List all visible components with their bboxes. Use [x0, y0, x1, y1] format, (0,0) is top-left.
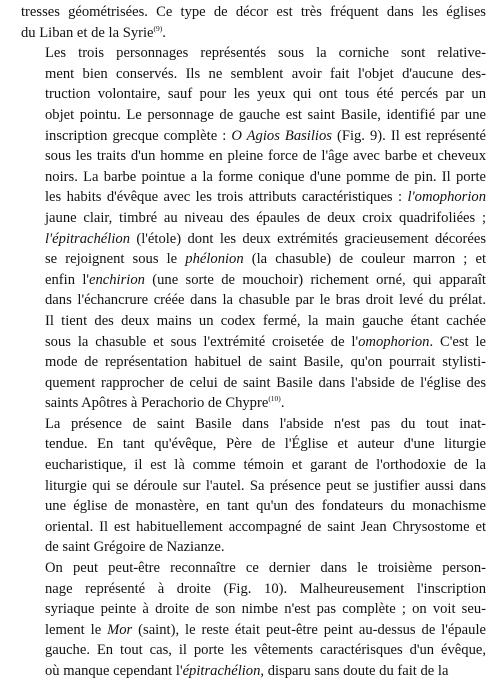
text-run: oriental. Il est habituellement accompagné de saint Jean Chrysostome et [45, 518, 486, 535]
text-line [21, 352, 486, 373]
italic-term: épitrachélion [182, 663, 261, 679]
text-run: une église de monastère, en tant qu'un des fondateurs du monachisme [45, 498, 486, 515]
text-run: quement rapprocher de celui de saint Basile dans l'abside de l'église des [45, 374, 486, 391]
text-line [21, 393, 486, 414]
text-run: sous la chasuble et sous l'extrémité croisetée de l' [45, 333, 359, 350]
text-line [21, 126, 486, 147]
text-line [21, 661, 486, 682]
text-run: objet pointu. Le personnage de gauche est saint Basile, identifié par une [45, 106, 486, 123]
text-line [21, 105, 486, 126]
text-run: lement le [45, 621, 108, 638]
text-line [21, 249, 486, 270]
text-run: tresses géométrisées. Ce type de décor est très fréquent dans les églises [21, 4, 486, 20]
text-run: liturgie qui se déroule sur l'autel. Sa présence peut se justifier aussi dans [45, 477, 486, 494]
text-line [21, 537, 486, 558]
text-line [21, 496, 486, 517]
text-run: (l'étole) dont les deux extrémités gracieusement décorées [130, 230, 486, 247]
text-run: gauche. En tout cas, il porte les vêtements caractérisques d'un évêque, [45, 642, 486, 659]
text-run: ment bien conservés. Ils ne semblent avoir fait l'objet d'aucune des- [45, 65, 486, 82]
text-run: . [162, 24, 166, 41]
text-run: saints Apôtres à Perachorio de Chypre [45, 395, 269, 412]
text-run: (une sorte de mouchoir) richement orné, qui apparaît [144, 271, 486, 288]
text-line [21, 167, 486, 188]
text-run: où manque cependant l' [45, 663, 183, 679]
text-line [21, 187, 486, 208]
text-line [21, 558, 486, 579]
text-run: . C'est le [429, 333, 486, 350]
paragraph [21, 558, 486, 682]
text-line [21, 434, 486, 455]
paragraph [21, 43, 486, 414]
text-run: syriaque peinte à droite de son nimbe n'est pas complète ; on voit seu- [45, 601, 486, 618]
text-line [21, 620, 486, 641]
text-run: . [280, 395, 285, 412]
text-run: jaune clair, timbré au niveau des épaules de deux croix quadrifoliées ; [45, 209, 486, 226]
text-line [21, 23, 486, 44]
text-line [21, 229, 486, 250]
text-run: eucharistique, il est là comme témoin et garant de l'orthodoxie de la [45, 457, 486, 474]
text-line [21, 2, 486, 23]
italic-term: Mor [107, 621, 133, 638]
text-run: se rejoignent sous le [45, 251, 186, 268]
text-run: enfin l' [45, 271, 89, 288]
italic-term: phélonion [185, 251, 244, 268]
text-run: dans l'échancrure créée dans la chasuble par le bras droit levé du prélat. [45, 292, 486, 309]
text-run: tendue. En tant qu'évêque, Père de l'Église et auteur d'une liturgie [45, 436, 486, 453]
text-run: inscription grecque complète : [45, 127, 232, 144]
text-line [21, 146, 486, 167]
text-line [21, 290, 486, 311]
text-run: noirs. La barbe pointue a la forme conique d'une pomme de pin. Il porte [45, 168, 486, 185]
text-run: du Liban et de la Syrie [21, 24, 154, 41]
text-run: mode de représentation habituel de saint Basile, qu'on pourrait stylisti- [45, 354, 486, 371]
text-run: les habits d'évêque avec les trois attributs caractéristiques : [45, 189, 408, 206]
text-line [21, 476, 486, 497]
text-line [21, 373, 486, 394]
text-run: truction volontaire, sauf pour les yeux qui ont tous été percés par un [45, 86, 486, 103]
text-line [21, 43, 486, 64]
text-run: Il tient des deux mains un codex fermé, la main gauche étant cachée [45, 312, 486, 329]
footnote-ref: (10) [268, 394, 281, 404]
paragraph [21, 2, 486, 43]
text-line [21, 414, 486, 435]
italic-term: omophorion [358, 333, 430, 350]
text-run: (la chasuble) de couleur marron ; et [243, 251, 486, 268]
italic-term: O Agios Basilios [231, 127, 332, 144]
text-run: Les trois personnages représentés sous la corniche sont relative- [45, 45, 486, 62]
text-run: , disparu sans doute du fait de la [260, 663, 449, 679]
text-line [21, 517, 486, 538]
text-run: sous les traits d'un homme en pleine force de l'âge avec barbe et cheveux [45, 148, 486, 165]
text-run: nage représenté à droite (Fig. 10). Malheureusement l'inscription [45, 580, 486, 597]
text-line [21, 84, 486, 105]
text-line [21, 579, 486, 600]
text-run: La présence de saint Basile dans l'abside n'est pas du tout inat- [45, 415, 486, 432]
text-run: (Fig. 9). Il est représenté [331, 127, 486, 144]
text-run: On peut peut-être reconnaître ce dernier dans le troisième person- [45, 560, 486, 577]
text-line [21, 599, 486, 620]
italic-term: enchirion [89, 271, 145, 288]
italic-term: l'omophorion [407, 189, 486, 206]
text-line [21, 455, 486, 476]
italic-term: l'épitrachélion [45, 230, 130, 247]
text-line [21, 64, 486, 85]
text-run: (saint), le reste était peut-être peint au-dessus de l'épaule [132, 621, 486, 638]
text-line [21, 332, 486, 353]
text-run: de saint Grégoire de Nazianze. [45, 539, 225, 556]
text-line [21, 640, 486, 661]
footnote-ref: (9) [153, 23, 163, 33]
paragraph [21, 414, 486, 558]
text-line [21, 208, 486, 229]
text-line [21, 270, 486, 291]
text-line [21, 311, 486, 332]
